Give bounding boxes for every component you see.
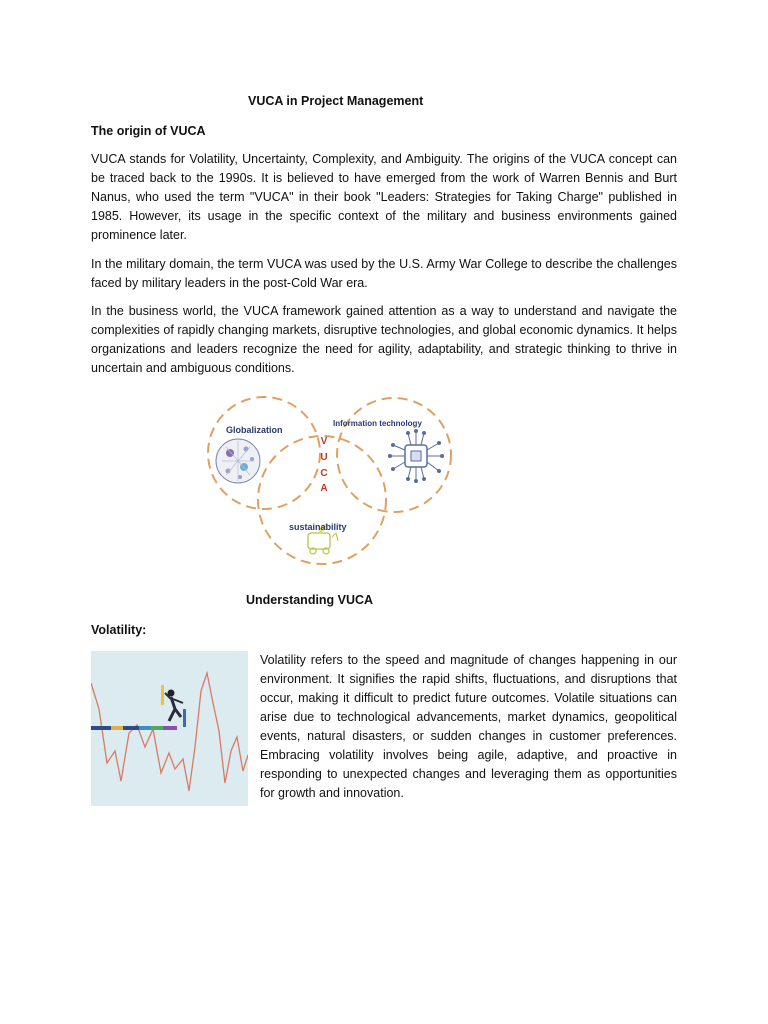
vuca-venn-diagram — [200, 383, 470, 568]
paragraph-business: In the business world, the VUCA framework gained attention as a way to understand and navigate the complexities of rapidly changing markets, disruptive technologies, and global economic dynamics. It helps organizations and leaders recognize the need for agility, adaptability, and strategic thinking to thrive in uncertain and ambiguous conditions. — [91, 304, 677, 375]
volatility-illustration — [91, 651, 248, 806]
globe-icon — [216, 439, 260, 483]
vuca-letter-v: V — [320, 436, 328, 447]
label-sustainability: sustainability — [289, 522, 347, 532]
vuca-letter-c: C — [320, 468, 328, 479]
volatility-heading: Volatility: — [91, 623, 147, 637]
circuit-chip-icon — [388, 429, 444, 483]
label-globalization: Globalization — [226, 425, 283, 435]
document-title: VUCA in Project Management — [248, 94, 424, 108]
paragraph-origin: VUCA stands for Volatility, Uncertainty, Complexity, and Ambiguity. The origins of the VUCA concept can be traced back to the 1990s. It is believed to have emerged from the work of Warren Bennis and Burt Nanus, who used the term "VUCA" in their book "Leaders: Strategies for Taking Charge" published in 1985. However, its usage in the specific context of the military and business environments gained prominence later. — [91, 152, 677, 242]
information-technology-circle — [337, 398, 451, 512]
vuca-letter-a: A — [320, 483, 328, 494]
label-information-technology: Information technology — [333, 419, 422, 428]
paragraph-military: In the military domain, the term VUCA was used by the U.S. Army War College to describe the challenges faced by military leaders in the post-Cold War era. — [91, 257, 677, 290]
vuca-letter-u: U — [320, 452, 328, 463]
paragraph-volatility: Volatility refers to the speed and magnitude of changes happening in our environment. It signifies the rapid shifts, fluctuations, and disruptions that occur, making it difficult to predict future outcomes. Volatile situations can arise due to technological advancements, market dynamics, geopolitical events, natural disasters, or sudden changes in customer preferences. Embracing volatility involves being agile, adaptive, and proactive in responding to unexpected changes and leveraging them as opportunities for growth and innovation. — [260, 653, 677, 800]
understanding-heading: Understanding VUCA — [246, 593, 374, 607]
origin-heading: The origin of VUCA — [91, 124, 206, 138]
